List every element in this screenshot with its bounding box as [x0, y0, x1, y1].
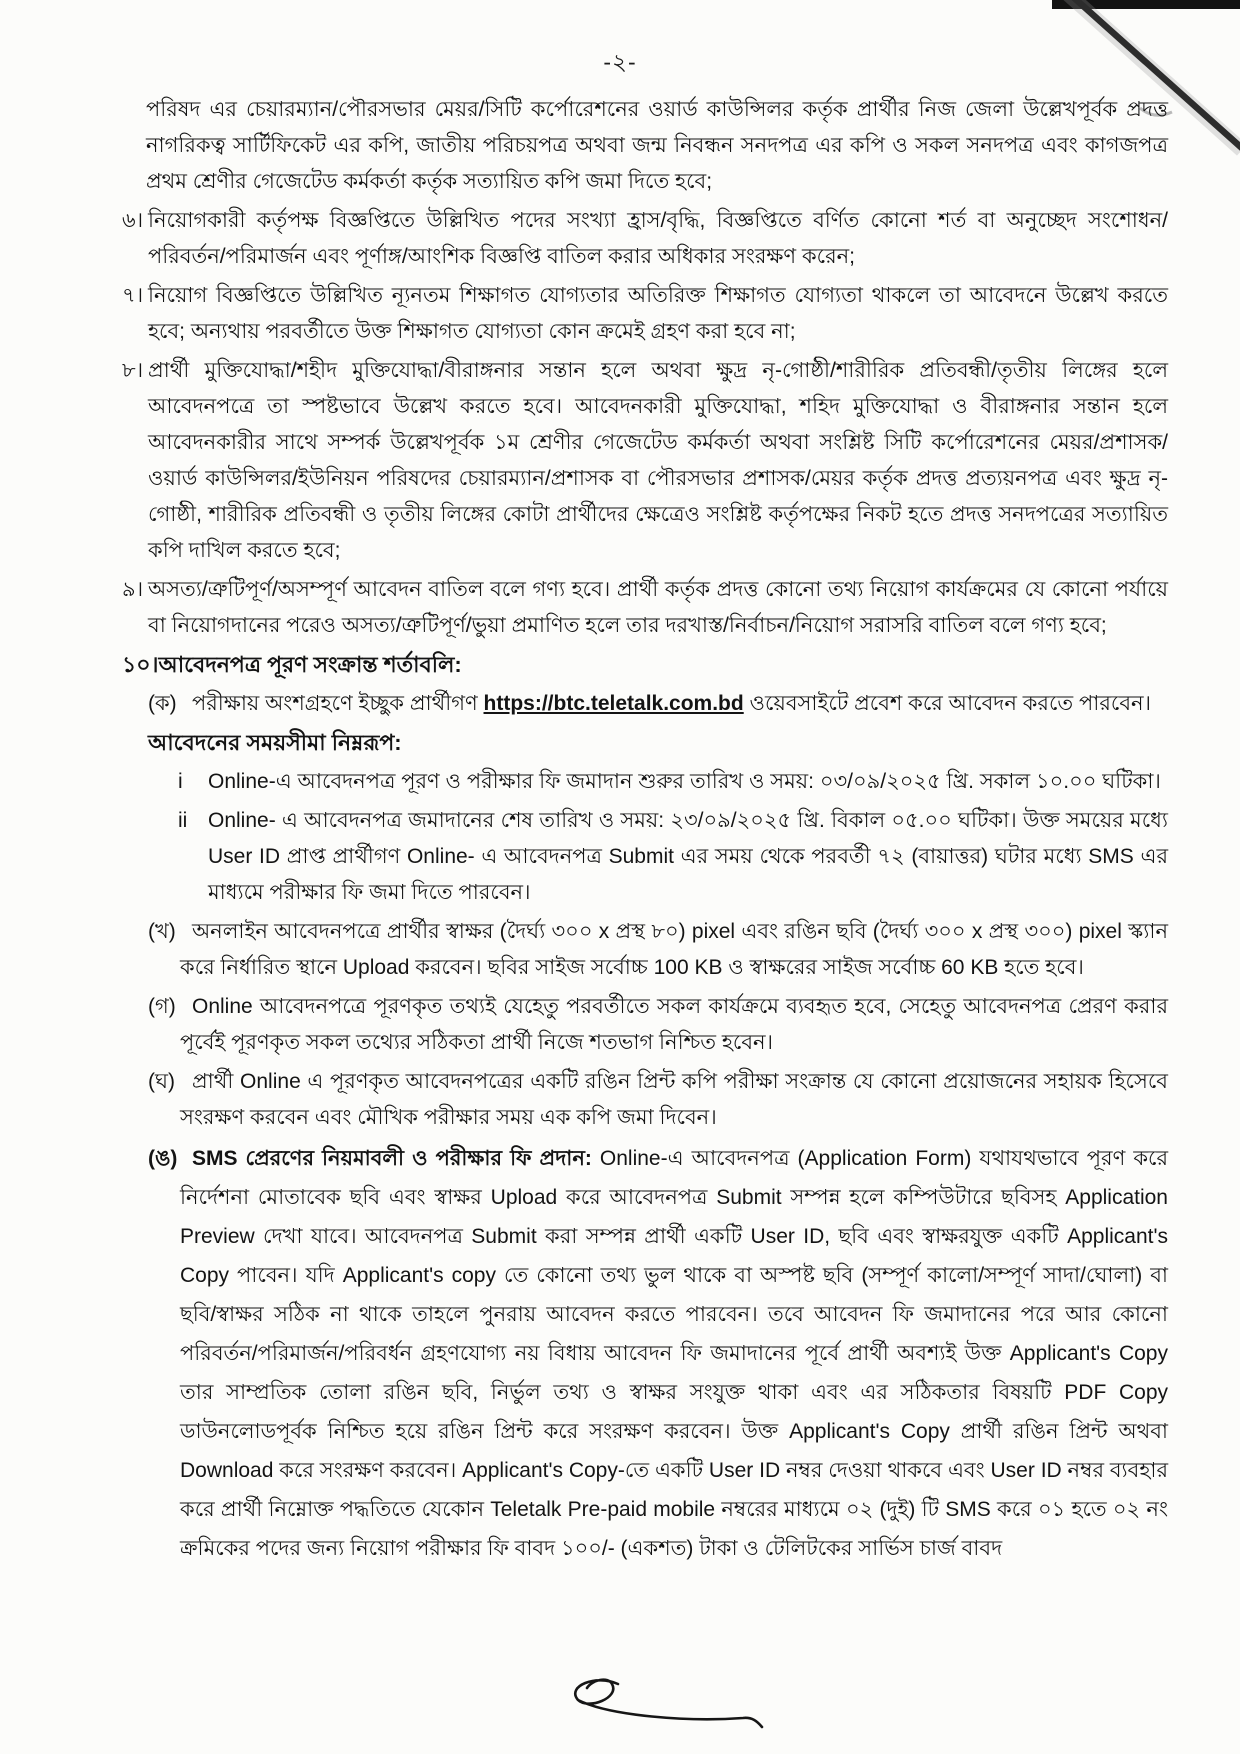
clause-7-number: ৭।: [122, 284, 144, 307]
deadline-item-i: [178, 764, 1168, 800]
sms-rules-heading: SMS প্রেরণের নিয়মাবলী ও পরীক্ষার ফি প্রদান:: [192, 1147, 592, 1170]
clause-10: [122, 647, 1168, 683]
clause-6: [122, 203, 1168, 275]
deadline-item-ii: [178, 803, 1168, 911]
sub-item-uno: [148, 1139, 1168, 1568]
sub-item-gha-text: প্রার্থী Online এ পূরণকৃত আবেদনপত্রের একটি রঙিন প্রিন্ট কপি পরীক্ষা সংক্রান্ত যে কোনো প্রয়োজনের সহায়ক হিসেবে সংরক্ষণ করবেন এবং মৌখিক পরীক্ষার সময় এক কপি জমা দিবেন।: [180, 1070, 1168, 1129]
sub-item-ga-marker: (গ): [148, 995, 176, 1018]
clause-7-text: নিয়োগ বিজ্ঞপ্তিতে উল্লিখিত ন্যূনতম শিক্ষাগত যোগ্যতার অতিরিক্ত শিক্ষাগত যোগ্যতা থাকলে তা আবেদনে উল্লেখ করতে হবে; অন্যথায় পরবর্তীতে উক্ত শিক্ষাগত যোগ্যতা কোন ক্রমেই গ্রহণ করা হবে না;: [148, 284, 1168, 343]
clause-8-number: ৮।: [122, 359, 144, 382]
clause-5-continuation: পরিষদ এর চেয়ারম্যান/পৌরসভার মেয়র/সিটি কর্পোরেশনের ওয়ার্ড কাউন্সিলর কর্তৃক প্রার্থীর নিজ জেলা উল্লেখপূর্বক প্রদত্ত নাগরিকত্ব সার্টিফিকেট এর কপি, জাতীয় পরিচয়পত্র অথবা জন্ম নিবন্ধন সনদপত্র এর কপি ও সকল সনদপত্র এবং কাগজপত্র প্রথম শ্রেণীর গেজেটেড কর্মকর্তা কর্তৃক সত্যায়িত কপি জমা দিতে হবে;: [146, 98, 1168, 193]
clause-10-number: ১০।: [122, 652, 159, 677]
sub-item-kha: [148, 914, 1168, 986]
application-url: https://btc.teletalk.com.bd: [483, 692, 744, 715]
sub-item-ka-text-pre: পরীক্ষায় অংশগ্রহণে ইচ্ছুক প্রার্থীগণ: [192, 692, 484, 715]
deadline-item-i-text: Online-এ আবেদনপত্র পূরণ ও পরীক্ষার ফি জমাদান শুরুর তারিখ ও সময়: ০৩/০৯/২০২৫ খ্রি. সকাল ১০.০০ ঘটিকা।: [208, 770, 1161, 793]
sub-item-ka-text-post: ওয়েবসাইটে প্রবেশ করে আবেদন করতে পারবেন।: [743, 692, 1152, 715]
sub-item-ga-text: Online আবেদনপত্রে পূরণকৃত তথ্যই যেহেতু পরবর্তীতে সকল কার্যক্রমে ব্যবহৃত হবে, সেহেতু আবেদনপত্র প্রেরণ করার পূর্বেই পূরণকৃত সকল তথ্যের সঠিকতা প্রার্থী নিজে শতভাগ নিশ্চিত হবেন।: [180, 995, 1168, 1054]
signature-mark: [538, 1662, 778, 1748]
clause-6-number: ৬।: [122, 209, 144, 232]
clause-7: [122, 278, 1168, 350]
clause-8: [122, 353, 1168, 569]
deadline-heading: আবেদনের সময়সীমা নিম্নরূপ:: [148, 730, 402, 755]
deadline-item-ii-marker: ii: [178, 809, 188, 832]
sub-item-ka: [148, 686, 1168, 722]
sub-item-gha-marker: (ঘ): [148, 1070, 175, 1093]
document-body: [122, 92, 1168, 1571]
sub-item-uno-text: Online-এ আবেদনপত্র (Application Form) যথাযথভাবে পূরণ করে নির্দেশনা মোতাবেক ছবি এবং স্বাক্ষর Upload করে আবেদনপত্র Submit সম্পন্ন হলে কম্পিউটারে ছবিসহ Application Preview দেখা যাবে। আবেদনপত্র Submit করা সম্পন্ন প্রার্থী একটি User ID, ছবি এবং স্বাক্ষরযুক্ত একটি Applicant's Copy পাবেন। যদি Applicant's copy তে কোনো তথ্য ভুল থাকে বা অস্পষ্ট ছবি (সম্পূর্ণ কালো/সম্পূর্ণ সাদা/ঘোলা) বা ছবি/স্বাক্ষর সঠিক না থাকে তাহলে পুনরায় আবেদন করতে পারবেন। তবে আবেদন ফি জমাদানের পরে আর কোনো পরিবর্তন/পরিমার্জন/পরিবর্ধন গ্রহণযোগ্য নয় বিধায় আবেদন ফি জমাদানের পূর্বে প্রার্থী অবশ্যই উক্ত Applicant's Copy তার সাম্প্রতিক তোলা রঙিন ছবি, নির্ভুল তথ্য ও স্বাক্ষর সংযুক্ত থাকা এবং এর সঠিকতার বিষয়টি PDF Copy ডাউনলোডপূর্বক নিশ্চিত হয়ে রঙিন প্রিন্ট করে সংরক্ষণ করবেন। উক্ত Applicant's Copy প্রার্থী রঙিন প্রিন্ট অথবা Download করে সংরক্ষণ করবেন। Applicant's Copy-তে একটি User ID নম্বর দেওয়া থাকবে এবং User ID নম্বর ব্যবহার করে প্রার্থী নিম্নোক্ত পদ্ধতিতে যেকোন Teletalk Pre-paid mobile নম্বরের মাধ্যমে ০২ (দুই) টি SMS করে ০১ হতে ০২ নং ক্রমিকের পদের জন্য নিয়োগ পরীক্ষার ফি বাবদ ১০০/- (একশত) টাকা ও টেলিটকের সার্ভিস চার্জ বাবদ: [180, 1147, 1168, 1560]
sub-item-kha-text: অনলাইন আবেদনপত্রে প্রার্থীর স্বাক্ষর (দৈর্ঘ্য ৩০০ x প্রস্থ ৮০) pixel এবং রঙিন ছবি (দৈর্ঘ্য ৩০০ x প্রস্থ ৩০০) pixel স্ক্যান করে নির্ধারিত স্থানে Upload করবেন। ছবির সাইজ সর্বোচ্চ 100 KB ও স্বাক্ষরের সাইজ সর্বোচ্চ 60 KB হতে হবে।: [180, 920, 1168, 979]
sub-item-uno-marker: (ঙ): [148, 1147, 178, 1170]
clause-9-number: ৯।: [122, 578, 144, 601]
clause-8-text: প্রার্থী মুক্তিযোদ্ধা/শহীদ মুক্তিযোদ্ধা/বীরাঙ্গনার সন্তান হলে অথবা ক্ষুদ্র নৃ-গোষ্ঠী/শারীরিক প্রতিবন্ধী/তৃতীয় লিঙ্গের হলে আবেদনপত্রে তা স্পষ্টভাবে উল্লেখ করতে হবে। আবেদনকারী মুক্তিযোদ্ধা, শহিদ মুক্তিযোদ্ধা ও বীরাঙ্গনার সন্তান হলে আবেদনকারীর সাথে সম্পর্ক উল্লেখপূর্বক ১ম শ্রেণীর গেজেটেড কর্মকর্তা অথবা সংশ্লিষ্ট সিটি কর্পোরেশনের মেয়র/প্রশাসক/ওয়ার্ড কাউন্সিলর/ইউনিয়ন পরিষদের চেয়ারম্যান/প্রশাসক বা পৌরসভার প্রশাসক/মেয়র কর্তৃক প্রদত্ত প্রত্যয়নপত্র এবং ক্ষুদ্র নৃ-গোষ্ঠী, শারীরিক প্রতিবন্ধী ও তৃতীয় লিঙ্গের কোটা প্রার্থীদের ক্ষেত্রেও সংশ্লিষ্ট কর্তৃপক্ষের নিকট হতে প্রদত্ত সনদপত্রের সত্যায়িত কপি দাখিল করতে হবে;: [148, 359, 1168, 562]
clause-10-heading: আবেদনপত্র পূরণ সংক্রান্ত শর্তাবলি:: [158, 652, 462, 677]
sub-item-ka-marker: (ক): [148, 692, 177, 715]
sub-item-kha-marker: (খ): [148, 920, 176, 943]
sub-item-gha: [148, 1064, 1168, 1136]
deadline-item-i-marker: i: [178, 770, 183, 793]
deadline-item-ii-text: Online- এ আবেদনপত্র জমাদানের শেষ তারিখ ও সময়: ২৩/০৯/২০২৫ খ্রি. বিকাল ০৫.০০ ঘটিকা। উক্ত সময়ের মধ্যে User ID প্রাপ্ত প্রার্থীগণ Online- এ আবেদনপত্র Submit এর সময় থেকে পরবর্তী ৭২ (বায়াত্তর) ঘটার মধ্যে SMS এর মাধ্যমে পরীক্ষার ফি জমা দিতে পারবেন।: [208, 809, 1168, 904]
clause-9-text: অসত্য/ত্রুটিপূর্ণ/অসম্পূর্ণ আবেদন বাতিল বলে গণ্য হবে। প্রার্থী কর্তৃক প্রদত্ত কোনো তথ্য নিয়োগ কার্যক্রমের যে কোনো পর্যায়ে বা নিয়োগদানের পরেও অসত্য/ত্রুটিপূর্ণ/ভুয়া প্রমাণিত হলে তার দরখাস্ত/নির্বাচন/নিয়োগ সরাসরি বাতিল বলে গণ্য হবে;: [148, 578, 1168, 637]
page-number: -২-: [603, 49, 637, 75]
clause-6-text: নিয়োগকারী কর্তৃপক্ষ বিজ্ঞপ্তিতে উল্লিখিত পদের সংখ্যা হ্রাস/বৃদ্ধি, বিজ্ঞপ্তিতে বর্ণিত কোনো শর্ত বা অনুচ্ছেদ সংশোধন/পরিবর্তন/পরিমার্জন এবং পূর্ণাঙ্গ/আংশিক বিজ্ঞপ্তি বাতিল করার অধিকার সংরক্ষণ করেন;: [148, 209, 1168, 268]
sub-item-ga: [148, 989, 1168, 1061]
clause-9: [122, 572, 1168, 644]
